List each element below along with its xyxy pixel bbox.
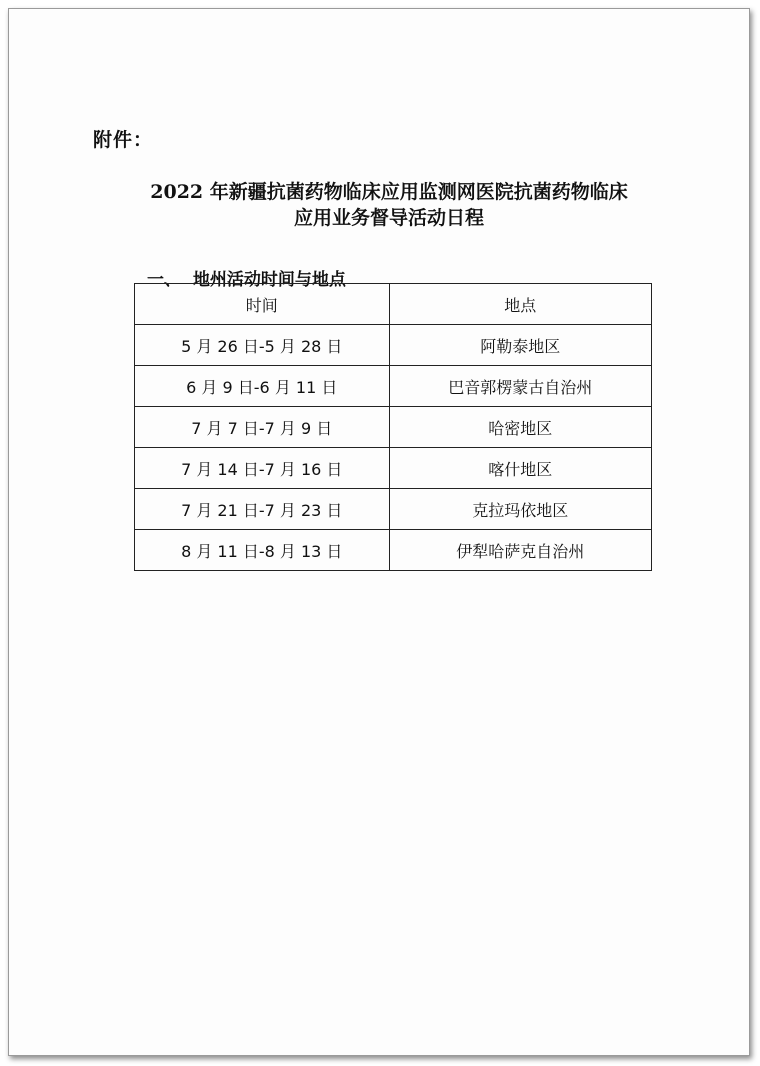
cell-place: 阿勒泰地区 [389, 325, 651, 366]
table-header-row [135, 284, 652, 325]
cell-place: 巴音郭楞蒙古自治州 [389, 366, 651, 407]
header-time: 时间 [135, 284, 390, 325]
attachment-label: 附件： [93, 129, 154, 151]
table-row [135, 407, 652, 448]
cell-time: 7 月 21 日-7 月 23 日 [135, 489, 390, 530]
cell-time: 8 月 11 日-8 月 13 日 [135, 530, 390, 571]
cell-time: 7 月 7 日-7 月 9 日 [135, 407, 390, 448]
document-title [69, 179, 709, 231]
cell-place: 喀什地区 [389, 448, 651, 489]
header-place: 地点 [389, 284, 651, 325]
cell-place: 哈密地区 [389, 407, 651, 448]
cell-place: 伊犁哈萨克自治州 [389, 530, 651, 571]
table-row [135, 489, 652, 530]
table-row [135, 325, 652, 366]
cell-time: 5 月 26 日-5 月 28 日 [135, 325, 390, 366]
table-row [135, 448, 652, 489]
table-row [135, 366, 652, 407]
cell-place: 克拉玛依地区 [389, 489, 651, 530]
title-line-2: 应用业务督导活动日程 [293, 207, 484, 229]
cell-time: 7 月 14 日-7 月 16 日 [135, 448, 390, 489]
title-line-1: 2022 年新疆抗菌药物临床应用监测网医院抗菌药物临床 [150, 181, 628, 203]
cell-time: 6 月 9 日-6 月 11 日 [135, 366, 390, 407]
schedule-table [134, 283, 652, 571]
section-heading: 一、 地州活动时间与地点 [147, 270, 346, 290]
table-row [135, 530, 652, 571]
